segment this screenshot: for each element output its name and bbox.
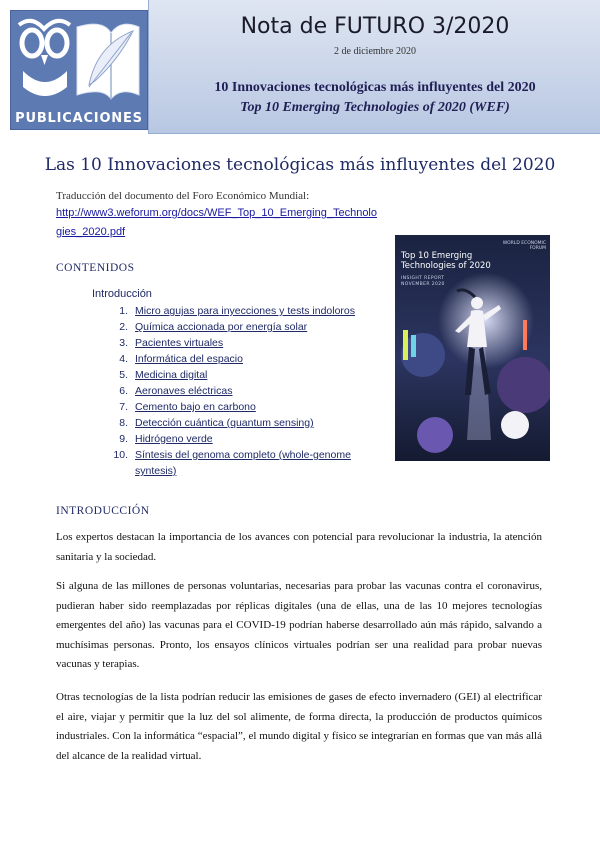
cover-subtitle: INSIGHT REPORT (401, 276, 445, 281)
cover-org: WORLD ECONOMIC FORUM (502, 241, 546, 251)
header (0, 0, 600, 134)
cover-title: Top 10 Emerging Technologies of 2020 (401, 251, 491, 271)
nota-date: 2 de diciembre 2020 (334, 46, 416, 57)
contents-heading: CONTENIDOS (56, 262, 135, 274)
translation-note: Traducción del documento del Foro Económico Mundial: (56, 190, 310, 202)
toc-item-1[interactable]: 1. Micro agujas para inyecciones y tests indoloros (119, 305, 356, 317)
toc-item-3[interactable]: 3. Pacientes virtuales (119, 337, 224, 349)
logo-badge: CAP (44, 71, 62, 80)
title-box (148, 0, 600, 134)
toc-item-10[interactable]: 10. Síntesis del genoma completo (whole-genome (113, 449, 351, 461)
intro-paragraph-3: Otras tecnologías de la lista podrían reducir las emisiones de gases de efecto invernadero (GEI) al electrificar el aire, viajar y permitir que la luz del sol alimente, de forma directa, la producción de productos químicos industriales. Con la informática “espacial”, el mundo digital y físico se integrarían en formas que van más allá del alcance de la realidad virtual. (56, 691, 542, 762)
toc-item-5[interactable]: 5. Medicina digital (119, 369, 208, 381)
page-title: Las 10 Innovaciones tecnológicas más influyentes del 2020 (44, 155, 556, 175)
source-link-continued[interactable]: gies_2020.pdf (56, 226, 126, 238)
nota-title: Nota de FUTURO 3/2020 (240, 14, 510, 39)
toc-item-6[interactable]: 6. Aeronaves eléctricas (119, 385, 233, 397)
toc-item-4[interactable]: 4. Informática del espacio (119, 353, 243, 365)
toc-item-7[interactable]: 7. Cemento bajo en carbono (119, 401, 256, 413)
report-cover-image (395, 235, 550, 461)
toc-intro[interactable]: Introducción (92, 288, 152, 300)
header-subtitle-en: Top 10 Emerging Technologies of 2020 (WEF) (240, 100, 510, 115)
toc-item-10-continued[interactable]: syntesis) (135, 465, 177, 477)
owl-book-icon (15, 15, 143, 103)
header-subtitle-es: 10 Innovaciones tecnológicas más influyentes del 2020 (214, 80, 536, 95)
toc-item-9[interactable]: 9. Hidrógeno verde (119, 433, 213, 445)
intro-paragraph-1: Los expertos destacan la importancia de los avances con potencial para revolucionar la industria, la atención sanitaria y la sociedad. (56, 531, 542, 563)
toc-item-2[interactable]: 2. Química accionada por energía solar (119, 321, 308, 333)
cover-date: NOVEMBER 2020 (401, 282, 445, 287)
logo-text: PUBLICACIONES (15, 111, 143, 126)
table-of-contents (108, 303, 368, 479)
source-link[interactable]: http://www3.weforum.org/docs/WEF_Top_10_Emerging_Technolo (56, 207, 377, 219)
cap-logo (10, 10, 148, 130)
introduction-heading: INTRODUCCIÓN (56, 505, 150, 517)
toc-item-8[interactable]: 8. Detección cuántica (quantum sensing) (119, 417, 314, 429)
intro-paragraph-2: Si alguna de las millones de personas voluntarias, necesarias para probar las vacunas contra el coronavirus, pudieran haber sido reemplazadas por réplicas digitales (una de ellas, una de las 10 mejores tecnologías emergentes del año) las vacunas para el COVID-19 podrían haberse desarrollado aún más rápido, salvando a muchísimas personas. Pronto, los ensayos clínicos virtuales podrían ser una realidad para probar nuevas vacunas y terapias. (56, 580, 542, 670)
